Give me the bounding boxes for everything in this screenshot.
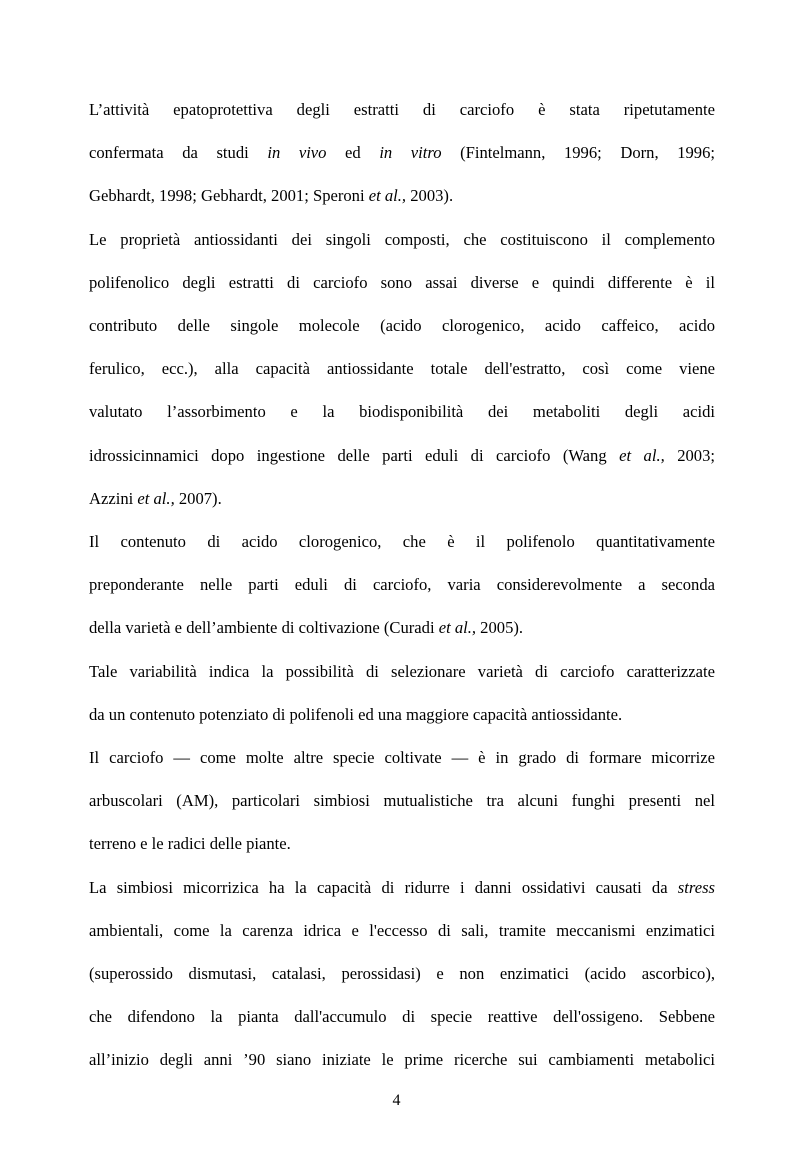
text-segment: La simbiosi micorrizica ha la capacità di ridurre i danni ossidativi causati da [89,877,678,897]
text-line [89,434,715,477]
text-segment: Il contenuto di acido clorogenico, che è il polifenolo quantitativamente [89,532,715,552]
text-segment: arbuscolari (AM), particolari simbiosi mutualistiche tra alcuni funghi presenti nel [89,791,715,811]
text-segment: (Fintelmann, 1996; Dorn, 1996; [441,143,715,163]
text-line [89,909,715,952]
text-segment: Gebhardt, 1998; Gebhardt, 2001; Speroni [89,186,369,206]
text-line [89,477,715,520]
document-body [89,88,715,1082]
text-segment: contributo delle singole molecole (acido clorogenico, acido caffeico, acido [89,316,715,336]
text-line [89,304,715,347]
italic-text: in vitro [379,143,442,163]
text-segment: da un contenuto potenziato di polifenoli ed una maggiore capacità antiossidante. [89,704,623,724]
italic-text: et al., [619,445,665,465]
text-segment: che difendono la pianta dall'accumulo di specie reattive dell'ossigeno. Sebbene [89,1007,715,1027]
text-line [89,520,715,563]
text-line [89,1038,715,1081]
italic-text: et al., [438,618,477,638]
text-line [89,218,715,261]
text-segment: valutato l’assorbimento e la biodisponibilità dei metaboliti degli acidi [89,402,715,422]
page-number: 4 [392,1092,401,1109]
text-segment: L’attività epatoprotettiva degli estratti di carciofo è stata ripetutamente [89,100,715,119]
italic-text: et al., [137,488,175,508]
text-segment: ambientali, come la carenza idrica e l'eccesso di sali, tramite meccanismi enzimatici [89,920,715,940]
text-line [89,131,715,174]
text-segment: Il carciofo — come molte altre specie coltivate — è in grado di formare micorrize [89,748,715,768]
text-line [89,88,715,131]
text-line [89,390,715,433]
text-segment: Azzini [89,488,138,508]
text-segment: all’inizio degli anni ’90 siano iniziate le prime ricerche sui cambiamenti metabolici [89,1050,715,1070]
text-line [89,693,715,736]
text-segment: Le proprietà antiossidanti dei singoli composti, che costituiscono il complemento [89,229,715,249]
text-line [89,736,715,779]
text-segment: della varietà e dell’ambiente di coltivazione (Curadi [89,618,439,638]
text-line [89,995,715,1038]
italic-text: stress [677,877,715,897]
text-segment: idrossicinnamici dopo ingestione delle parti eduli di carciofo (Wang [89,445,620,465]
text-segment: ferulico, ecc.), alla capacità antiossidante totale dell'estratto, così come viene [89,359,715,379]
text-segment: confermata da studi [89,143,268,163]
text-line [89,261,715,304]
text-line [89,174,715,217]
text-segment: 2003). [406,186,454,206]
text-segment: ed [326,143,380,163]
text-segment: terreno e le radici delle piante. [89,834,291,854]
text-line [89,347,715,390]
text-line [89,563,715,606]
italic-text: et al., [368,186,407,206]
text-line [89,822,715,865]
text-segment: 2005). [476,618,524,638]
text-line [89,606,715,649]
text-line [89,866,715,909]
text-line [89,650,715,693]
text-line [89,779,715,822]
text-segment: Tale variabilità indica la possibilità di selezionare varietà di carciofo caratterizzate [89,661,715,681]
text-line [89,952,715,995]
text-segment: 2003; [664,445,716,465]
text-segment: polifenolico degli estratti di carciofo sono assai diverse e quindi differente è il [89,272,715,292]
text-segment: (superossido dismutasi, catalasi, perossidasi) e non enzimatici (acido ascorbico), [89,964,715,984]
text-segment: preponderante nelle parti eduli di carciofo, varia considerevolmente a seconda [89,575,715,595]
italic-text: in vivo [267,143,327,163]
text-segment: 2007). [174,488,222,508]
